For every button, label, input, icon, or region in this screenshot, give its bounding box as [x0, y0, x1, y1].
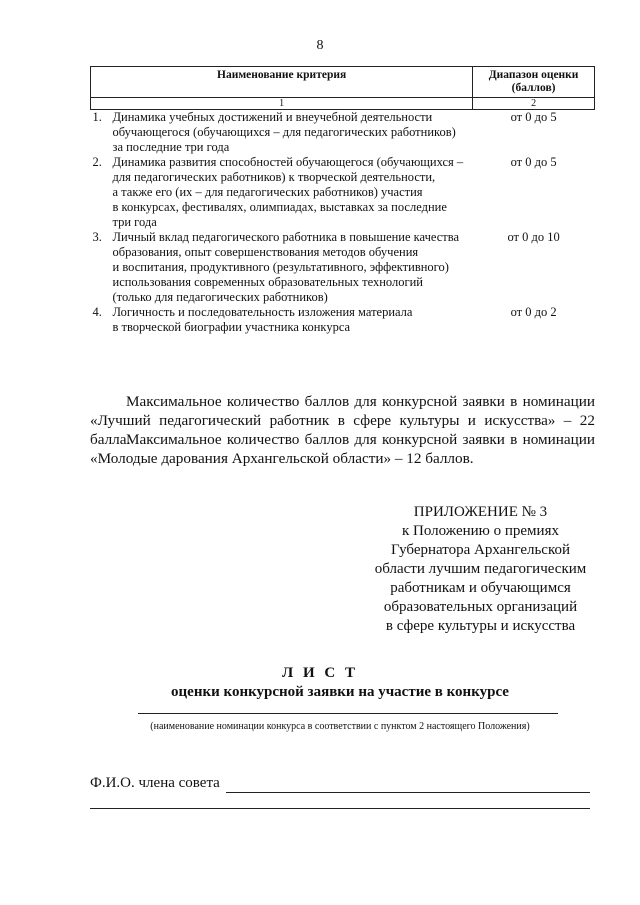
sheet-title: Л И С Т: [282, 665, 358, 681]
appendix-line: образовательных организаций: [383, 599, 578, 615]
council-member-second-line[interactable]: [90, 808, 590, 809]
header-range: Диапазон оценки (баллов): [473, 67, 595, 98]
appendix-line: к Положению о премиях: [402, 523, 559, 539]
criteria-table: [90, 66, 595, 335]
sheet-subtitle: оценки конкурсной заявки на участие в конкурсе: [171, 684, 509, 700]
council-member-label: Ф.И.О. члена совета: [90, 775, 220, 791]
criterion-index: 2.: [92, 155, 102, 169]
nomination-caption: (наименование номинации конкурса в соответствии с пунктом 2 настоящего Положения): [150, 721, 530, 732]
nomination-underline: [138, 713, 558, 714]
criterion-index: 3.: [92, 230, 102, 244]
table-header-row: [91, 67, 595, 98]
column-number-1: 1: [91, 98, 473, 110]
criterion-text: Логичность и последовательность изложения материала в творческой биографии участника конкурса: [112, 305, 413, 334]
appendix-line: Губернатора Архангельской: [390, 542, 571, 558]
appendix-block: [348, 503, 613, 636]
max-score-paragraph-2: Максимальное количество баллов для конкурсной заявки в номинации «Молодые дарования Архангельской области» – 12 баллов.: [90, 431, 595, 467]
criterion-text: Личный вклад педагогического работника в повышение качества образования, опыт совершенствования методов обучения и воспитания, продуктивного (результативного, эффективного) использования современных образовательных технологий (только для педагогических работников): [112, 230, 460, 304]
criterion-text: Динамика развития способностей обучающегося (обучающихся – для педагогических работников) к творческой деятельности, а также его (их – для педагогических работников) участия в конкурсах, фестивалях, олимпиадах, выставках за последние три года: [112, 155, 464, 229]
appendix-line: работникам и обучающимся: [390, 580, 571, 596]
council-member-name-line[interactable]: [226, 792, 590, 793]
appendix-title: ПРИЛОЖЕНИЕ № 3: [413, 504, 548, 520]
criterion-range: от 0 до 5: [510, 155, 557, 169]
criterion-text: Динамика учебных достижений и внеучебной деятельности обучающегося (обучающихся – для педагогических работников) за последние три года: [112, 110, 456, 154]
table-row: [91, 110, 595, 156]
criterion-range: от 0 до 10: [507, 230, 560, 244]
appendix-line: области лучшим педагогическим: [374, 561, 587, 577]
column-number-2: 2: [473, 98, 595, 110]
table-number-row: [91, 98, 595, 110]
appendix-line: в сфере культуры и искусства: [385, 618, 576, 634]
table-row: [91, 305, 595, 335]
criterion-range: от 0 до 5: [510, 110, 557, 124]
criterion-index: 1.: [92, 110, 102, 124]
table-row: [91, 155, 595, 230]
criterion-range: от 0 до 2: [510, 305, 557, 319]
header-criterion: Наименование критерия: [91, 67, 473, 98]
criterion-index: 4.: [92, 305, 102, 319]
page-number: 8: [316, 38, 324, 53]
max-score-paragraph-1: Максимальное количество баллов для конкурсной заявки в номинации «Лучший педагогический работник в сфере культуры и искусства» – 22 балла.: [90, 393, 595, 448]
table-row: [91, 230, 595, 305]
